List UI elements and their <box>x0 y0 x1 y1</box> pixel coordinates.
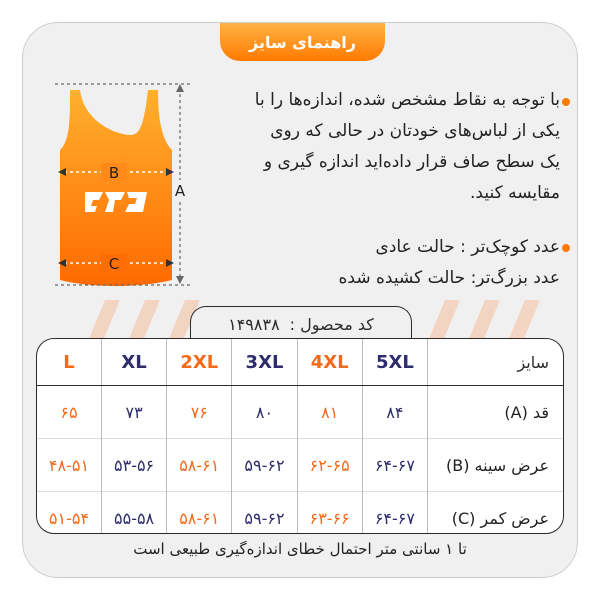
table-cell: ۸۴ <box>362 386 427 439</box>
label-c: C <box>108 255 120 273</box>
page-title: راهنمای سایز <box>220 23 385 61</box>
table-cell: ۸۰ <box>232 386 297 439</box>
product-code <box>190 306 412 341</box>
table-cell: ۵۸-۶۱ <box>167 492 232 535</box>
table-cell: ۶۵ <box>37 386 101 439</box>
size-header: 2XL <box>167 339 232 386</box>
table-cell: ۴۸-۵۱ <box>37 439 101 492</box>
table-cell: ۶۴-۶۷ <box>362 492 427 535</box>
row-label: قد (A) <box>428 386 564 439</box>
size-header: L <box>37 339 101 386</box>
row-label: عرض سینه (B) <box>428 439 564 492</box>
size-note-line: عدد بزرگ‌تر: حالت کشیده شده <box>338 268 560 288</box>
size-header: 3XL <box>232 339 297 386</box>
label-a: A <box>174 182 186 200</box>
table-cell: ۵۱-۵۴ <box>37 492 101 535</box>
table-row <box>37 386 563 439</box>
product-code-value: ۱۴۹۸۳۸ <box>228 314 280 334</box>
table-cell: ۶۴-۶۷ <box>362 439 427 492</box>
row-label: عرض کمر (C) <box>428 492 564 535</box>
table-cell: ۵۹-۶۲ <box>232 439 297 492</box>
tank-top-illustration <box>40 80 220 300</box>
bullet-dot <box>562 244 570 252</box>
table-cell: ۷۳ <box>101 386 166 439</box>
label-b: B <box>108 164 120 182</box>
bullet-dot <box>562 98 570 106</box>
table-cell: ۵۹-۶۲ <box>232 492 297 535</box>
table-cell: ۵۸-۶۱ <box>167 439 232 492</box>
size-header: 5XL <box>362 339 427 386</box>
instruction-text: با توجه به نقاط مشخص شده، اندازه‌ها را با یکی از لباس‌های خودتان در حالی که روی یک سطح صاف قرار داده‌اید اندازه گیری و مقایسه کنید. <box>254 90 560 203</box>
table-row <box>37 439 563 492</box>
size-note-line: عدد کوچک‌تر : حالت عادی <box>375 237 560 257</box>
table-row <box>37 492 563 535</box>
table-cell: ۶۲-۶۵ <box>297 439 362 492</box>
size-corner-label: سایز <box>428 339 564 386</box>
table-cell: ۸۱ <box>297 386 362 439</box>
size-header: XL <box>101 339 166 386</box>
size-note <box>250 232 560 294</box>
size-header: 4XL <box>297 339 362 386</box>
product-code-label: کد محصول : <box>289 314 374 334</box>
table-cell: ۵۵-۵۸ <box>101 492 166 535</box>
footer-note: تا ۱ سانتی متر احتمال خطای اندازه‌گیری طبیعی است <box>133 540 467 558</box>
table-cell: ۷۶ <box>167 386 232 439</box>
table-cell: ۶۳-۶۶ <box>297 492 362 535</box>
size-table <box>36 338 564 534</box>
table-cell: ۵۳-۵۶ <box>101 439 166 492</box>
